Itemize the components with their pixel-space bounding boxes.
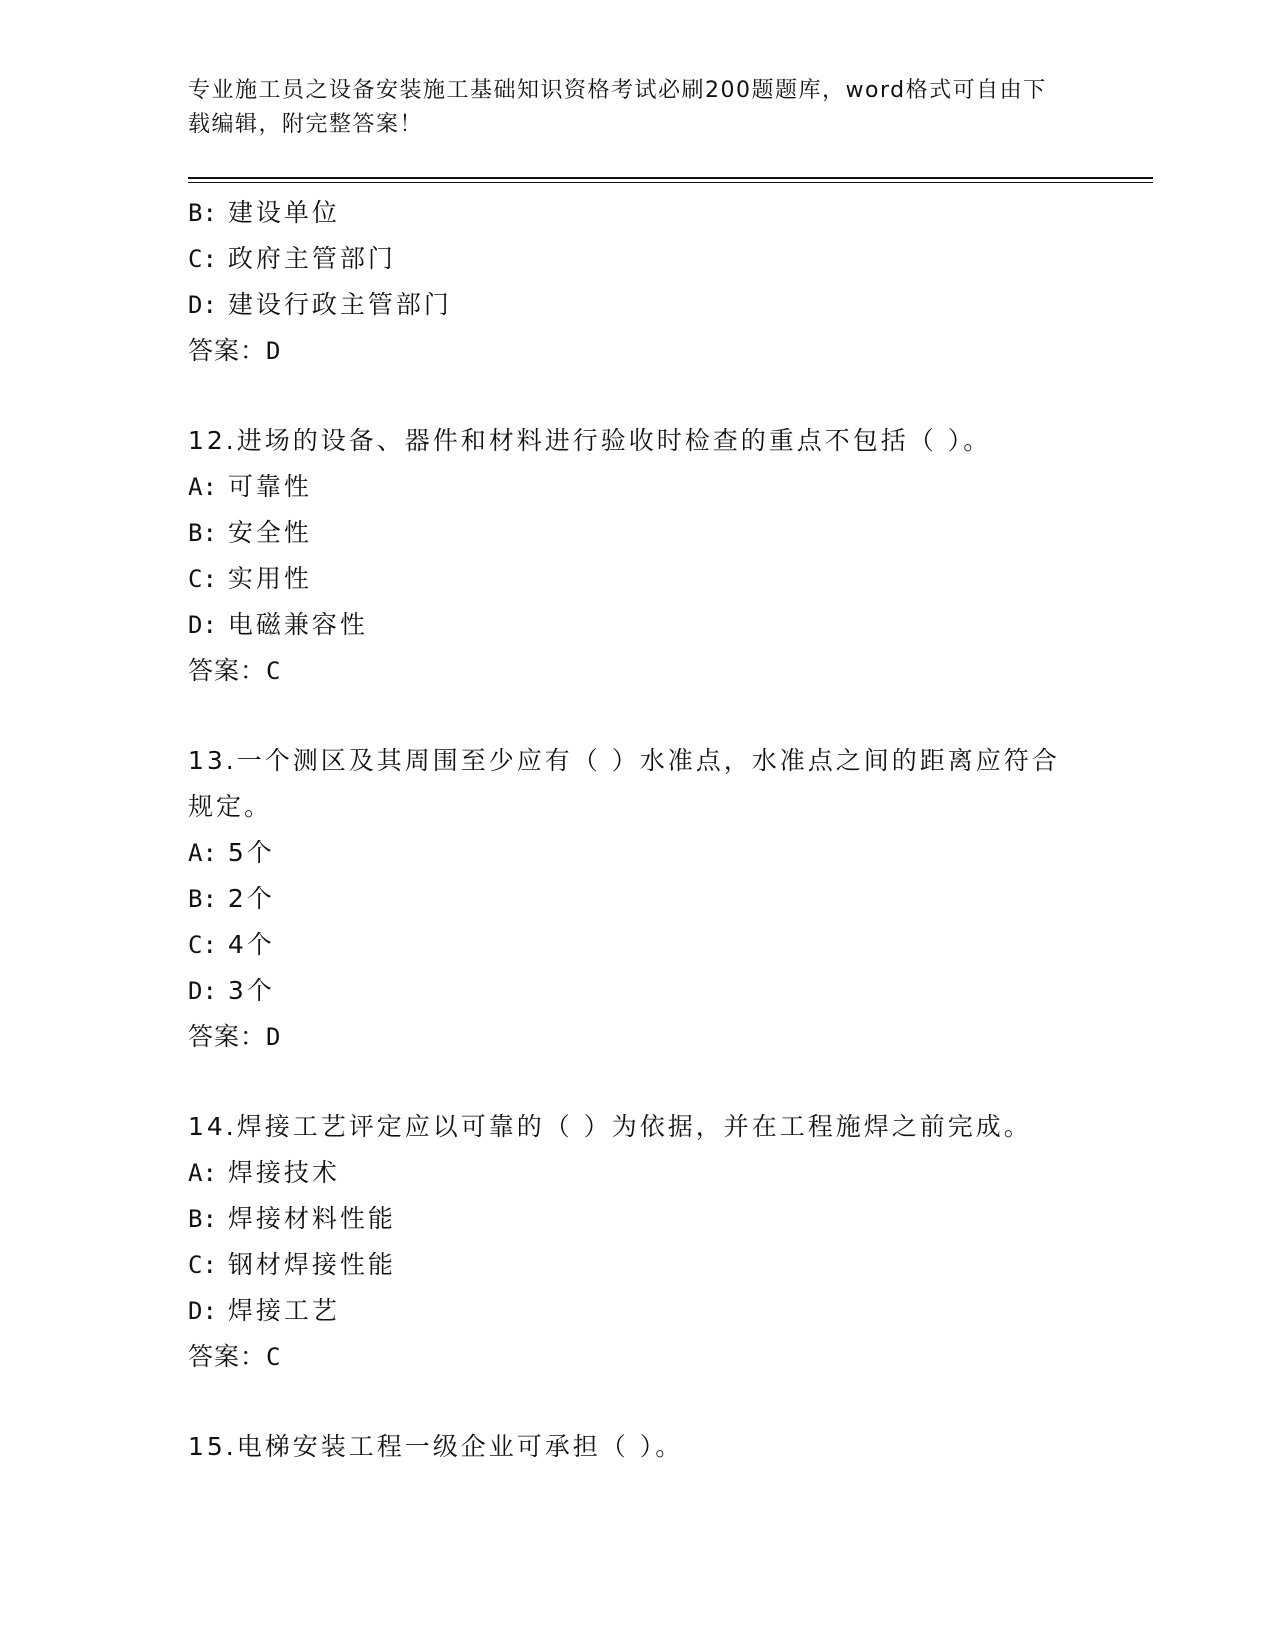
question-11-continued bbox=[188, 190, 1088, 374]
option-c: C: 实用性 bbox=[188, 564, 312, 593]
question-12 bbox=[188, 418, 1088, 694]
question-13 bbox=[188, 738, 1088, 1060]
question-title: 13.一个测区及其周围至少应有（ ）水准点，水准点之间的距离应符合规定。 bbox=[188, 746, 1060, 821]
question-title: 12.进场的设备、器件和材料进行验收时检查的重点不包括（ ）。 bbox=[188, 426, 992, 455]
option-d: D: 焊接工艺 bbox=[188, 1296, 340, 1325]
option-b: B: 2个 bbox=[188, 884, 275, 913]
answer-line: 答案：C bbox=[188, 656, 282, 685]
question-14 bbox=[188, 1104, 1088, 1380]
option-a: A: 可靠性 bbox=[188, 472, 312, 501]
option-c: C: 4个 bbox=[188, 930, 275, 959]
question-15 bbox=[188, 1424, 1088, 1470]
answer-line: 答案：D bbox=[188, 336, 282, 365]
option-a: A: 5个 bbox=[188, 838, 275, 867]
option-b: B: 安全性 bbox=[188, 518, 312, 547]
question-content bbox=[188, 190, 1088, 1470]
option-b: B: 建设单位 bbox=[188, 198, 340, 227]
page-header-title: 专业施工员之设备安装施工基础知识资格考试必刷200题题库，word格式可自由下载编辑，附完整答案！ bbox=[188, 78, 1047, 137]
header-divider bbox=[188, 177, 1153, 183]
question-title: 15.电梯安装工程一级企业可承担（ ）。 bbox=[188, 1432, 684, 1461]
option-c: C: 政府主管部门 bbox=[188, 244, 396, 273]
answer-line: 答案：D bbox=[188, 1022, 282, 1051]
answer-line: 答案：C bbox=[188, 1342, 282, 1371]
option-d: D: 电磁兼容性 bbox=[188, 610, 368, 639]
option-d: D: 3个 bbox=[188, 976, 275, 1005]
option-b: B: 焊接材料性能 bbox=[188, 1204, 396, 1233]
option-a: A: 焊接技术 bbox=[188, 1158, 340, 1187]
option-d: D: 建设行政主管部门 bbox=[188, 290, 452, 319]
question-title: 14.焊接工艺评定应以可靠的（ ）为依据，并在工程施焊之前完成。 bbox=[188, 1112, 1032, 1141]
option-c: C: 钢材焊接性能 bbox=[188, 1250, 396, 1279]
